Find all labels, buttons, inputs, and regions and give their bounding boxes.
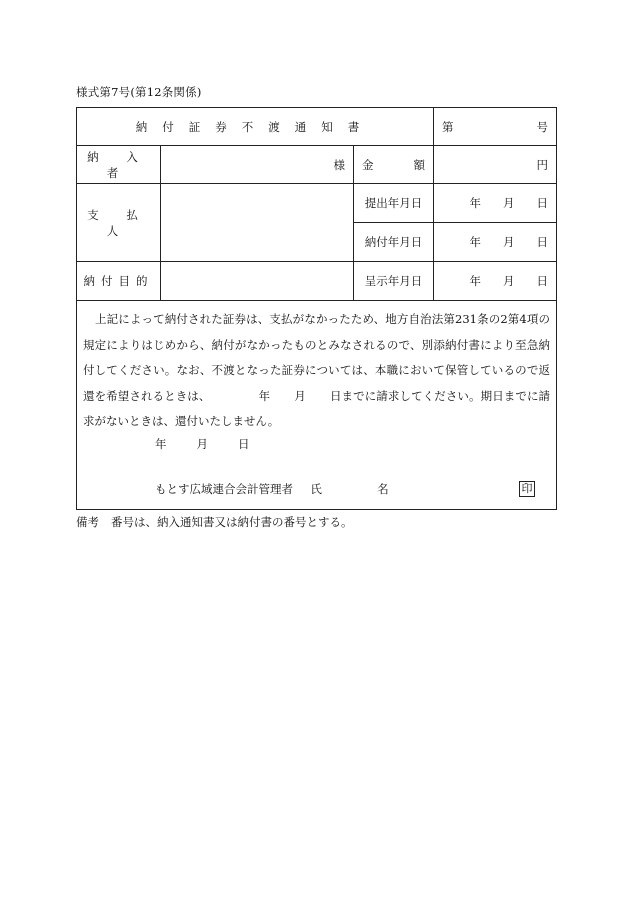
remark-text: 番号は、納入通知書又は納付書の番号とする。 bbox=[111, 515, 353, 529]
payer-field[interactable] bbox=[161, 146, 354, 184]
deadline-month: 月 bbox=[294, 388, 306, 403]
issue-date[interactable] bbox=[155, 436, 280, 452]
purpose-field[interactable] bbox=[161, 262, 354, 301]
amount-field[interactable] bbox=[434, 146, 557, 184]
day-unit: 日 bbox=[536, 274, 549, 288]
notice-paragraph bbox=[83, 307, 550, 435]
remark-heading: 備考 bbox=[76, 515, 99, 529]
amount-unit: 円 bbox=[536, 157, 549, 172]
month-unit: 月 bbox=[503, 196, 515, 210]
form-number-label: 様式第7号(第12条関係) bbox=[76, 85, 202, 99]
payee-label: 支 払 人 bbox=[77, 184, 161, 262]
amount-label-b: 額 bbox=[413, 157, 426, 172]
notice-text-1: 上記によって納付された証券は、支払がなかったため、地方自治法第231条の2第4項の規定によりはじめから、納付がなかったものとみなされるので、別添納付書により至急納付してください。なお、不渡となった証券については、本職において保管しているので返還を希望されるときは、 bbox=[83, 312, 551, 403]
notice-text-2: 日までに請求してください。期日までに請求がないときは、還付いたしません。 bbox=[83, 388, 551, 428]
purpose-label: 納付目的 bbox=[77, 262, 161, 301]
deadline-year: 年 bbox=[258, 388, 271, 403]
payment-date-field[interactable] bbox=[434, 223, 557, 262]
submission-date-label: 提出年月日 bbox=[354, 184, 434, 223]
day-unit: 日 bbox=[536, 196, 549, 210]
amount-label bbox=[354, 146, 434, 184]
year-unit: 年 bbox=[469, 235, 482, 249]
name-label-b: 名 bbox=[377, 482, 389, 496]
number-suffix: 号 bbox=[536, 119, 549, 134]
year-unit: 年 bbox=[469, 196, 482, 210]
issue-month: 月 bbox=[196, 437, 208, 451]
payee-field[interactable] bbox=[161, 184, 354, 262]
payer-honorific: 様 bbox=[333, 157, 345, 172]
form-title: 納付証券不渡通知書 bbox=[77, 108, 434, 146]
payer-label: 納 入 者 bbox=[77, 146, 161, 184]
day-unit: 日 bbox=[536, 235, 549, 249]
month-unit: 月 bbox=[503, 274, 515, 288]
document-number-field[interactable] bbox=[434, 108, 557, 146]
remark-line bbox=[76, 514, 353, 530]
number-prefix: 第 bbox=[442, 119, 454, 134]
issue-day: 日 bbox=[238, 437, 250, 451]
year-unit: 年 bbox=[469, 274, 482, 288]
month-unit: 月 bbox=[503, 235, 515, 249]
submission-date-field[interactable] bbox=[434, 184, 557, 223]
issue-year: 年 bbox=[155, 437, 167, 451]
payment-date-label: 納付年月日 bbox=[354, 223, 434, 262]
notice-body bbox=[77, 301, 557, 510]
signer-title: もとす広域連合会計管理者 bbox=[155, 482, 293, 496]
notice-form-table bbox=[76, 107, 557, 510]
presentation-date-label: 呈示年月日 bbox=[354, 262, 434, 301]
amount-label-a: 金 bbox=[362, 157, 374, 172]
presentation-date-field[interactable] bbox=[434, 262, 557, 301]
seal-mark: 印 bbox=[519, 481, 535, 497]
signature-line bbox=[155, 481, 535, 497]
name-label-a: 氏 bbox=[310, 482, 322, 496]
